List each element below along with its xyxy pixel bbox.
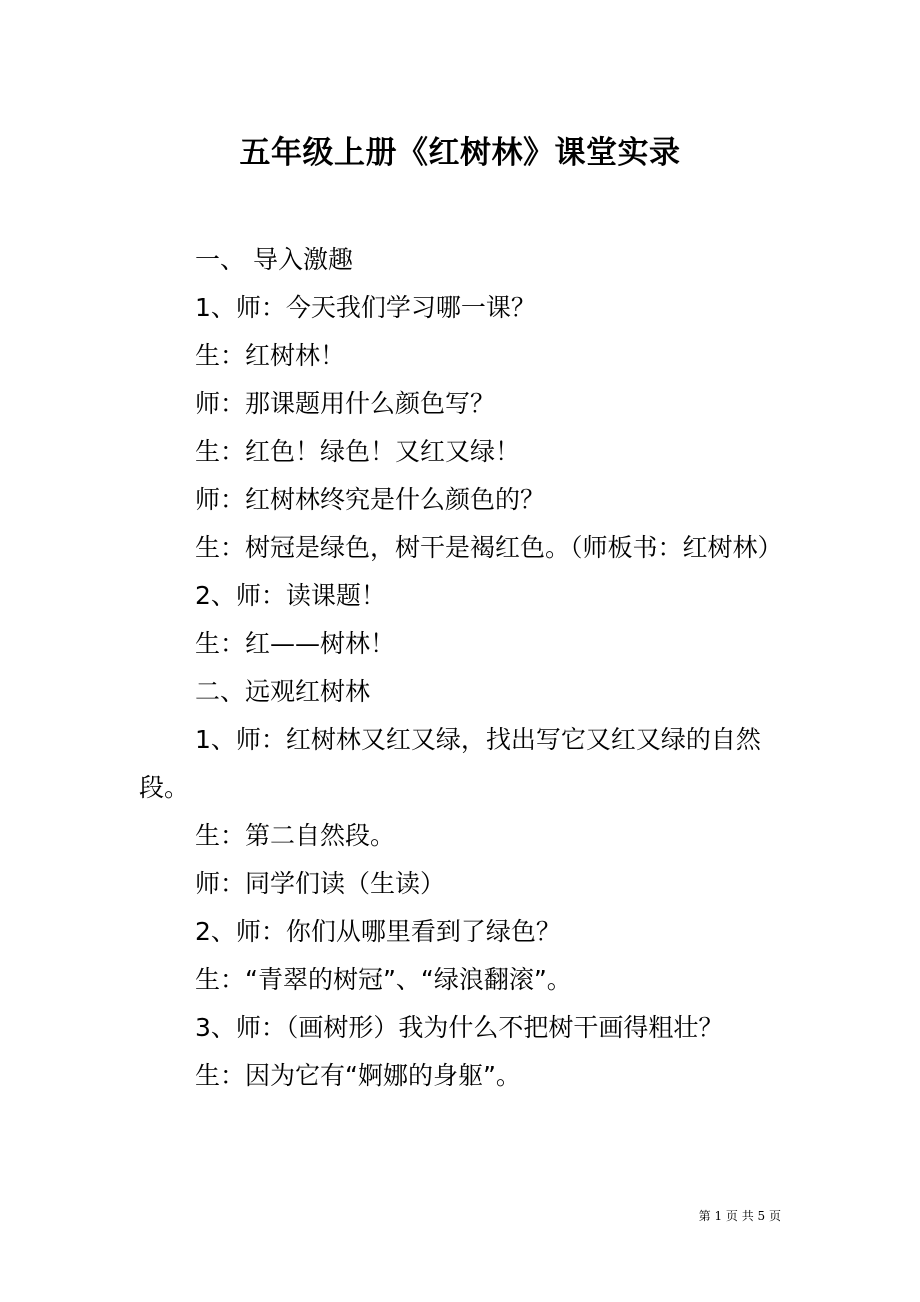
dialogue-line: 生：“青翠的树冠”、“绿浪翻滚”。 (195, 965, 572, 994)
dialogue-line: 1、师：红树林又红又绿，找出写它又红又绿的自然段。 (139, 725, 761, 802)
section-heading-overview: 二、远观红树林 (195, 677, 371, 706)
dialogue-line: 生：红树林！ (195, 341, 346, 370)
dialogue-line: 1、师：今天我们学习哪一课？ (195, 293, 536, 322)
dialogue-line: 师：那课题用什么颜色写？ (195, 389, 496, 418)
dialogue-line: 生：红——树林！ (195, 629, 396, 658)
dialogue-line: 生：第二自然段。 (195, 821, 396, 850)
dialogue-line: 生：红色！绿色！又红又绿！ (195, 437, 521, 466)
section-heading-intro: 一、 导入激趣 (195, 245, 353, 274)
dialogue-line: 2、师：读课题！ (195, 581, 386, 610)
dialogue-line: 师：同学们读（生读） (195, 869, 446, 898)
document-body (139, 236, 781, 1100)
dialogue-line: 3、师：（画树形）我为什么不把树干画得粗壮？ (195, 1013, 724, 1042)
dialogue-line: 生：因为它有“婀娜的身躯”。 (195, 1061, 521, 1090)
dialogue-line: 生：树冠是绿色，树干是褐红色。（师板书：红树林） (195, 533, 783, 562)
document-title: 五年级上册《红树林》课堂实录 (239, 135, 681, 171)
dialogue-line: 师：红树林终究是什么颜色的？ (195, 485, 546, 514)
page-number-footer: 第 1 页 共 5 页 (698, 1209, 781, 1223)
dialogue-line: 2、师：你们从哪里看到了绿色？ (195, 917, 561, 946)
